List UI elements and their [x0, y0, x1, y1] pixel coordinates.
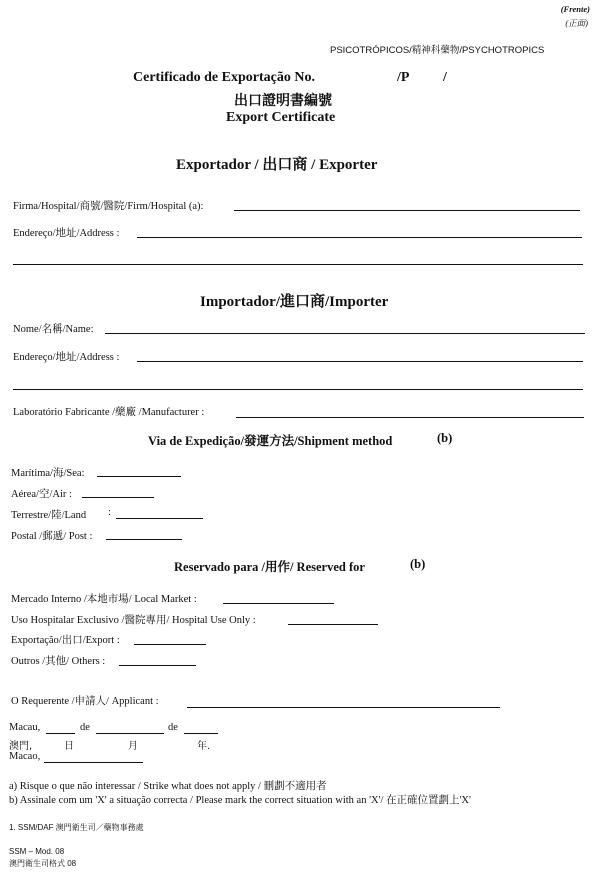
importer-address-line-2[interactable] — [13, 389, 583, 390]
air-line[interactable] — [82, 497, 154, 498]
macau-label: Macau, — [9, 722, 41, 733]
exporter-address-line-2[interactable] — [13, 264, 583, 265]
importer-name-line[interactable] — [105, 333, 585, 334]
shipment-note: (b) — [437, 431, 453, 445]
macao-label: Macao, — [9, 751, 41, 762]
note-b: b) Assinale com um 'X' a situação correcta / Please mark the correct situation with an 'X'/ 在正確位置劃上'X' — [9, 795, 471, 806]
day-line[interactable] — [46, 733, 75, 734]
manufacturer-label: Laboratório Fabricante /藥廠 /Manufacturer : — [13, 407, 205, 418]
land-label: Terrestre/陸/Land — [11, 510, 87, 521]
certificate-title-pt: Certificado de Exportação No. — [133, 70, 315, 85]
importer-heading: Importador/進口商/Importer — [200, 294, 389, 310]
note-a: a) Risque o que não interessar / Strike what does not apply / 刪劃不適用者 — [9, 781, 327, 792]
year-line[interactable] — [184, 733, 218, 734]
importer-address-line[interactable] — [137, 361, 583, 362]
form-code-zh: 澳門衛生司格式 08 — [9, 859, 77, 868]
day-zh-label: 日 — [64, 741, 74, 752]
land-line[interactable] — [116, 518, 203, 519]
post-line[interactable] — [106, 539, 182, 540]
sea-label: Marítima/海/Sea: — [11, 468, 85, 479]
firm-label: Firma/Hospital/商號/醫院/Firm/Hospital (a): — [13, 201, 204, 212]
de-label-1: de — [80, 722, 90, 733]
applicant-line[interactable] — [187, 707, 500, 708]
certificate-slash: / — [443, 70, 447, 85]
applicant-label: O Requerente /申請人/ Applicant : — [11, 696, 159, 707]
hospital-use-line[interactable] — [288, 624, 378, 625]
certificate-p-mark: /P — [397, 70, 410, 85]
air-label: Aérea/空/Air : — [11, 489, 72, 500]
shipment-heading: Via de Expedição/發運方法/Shipment method — [148, 434, 393, 448]
month-line[interactable] — [96, 733, 164, 734]
front-label-zh: (正面) — [565, 18, 588, 28]
importer-name-label: Nome/名稱/Name: — [13, 324, 94, 335]
front-label: (Frente) — [560, 4, 590, 14]
sea-line[interactable] — [97, 476, 181, 477]
hospital-use-label: Uso Hospitalar Exclusivo /醫院專用/ Hospital Use Only : — [11, 615, 256, 626]
importer-address-label: Endereço/地址/Address : — [13, 352, 120, 363]
firm-input-line[interactable] — [234, 210, 580, 211]
form-code: SSM – Mod. 08 — [9, 847, 65, 856]
local-market-line[interactable] — [223, 603, 334, 604]
others-label: Outros /其他/ Others : — [11, 656, 106, 667]
macau-zh-label: 澳門, — [9, 741, 33, 752]
category-label: PSICOTRÓPICOS/精神科藥物/PSYCHOTROPICS — [330, 45, 545, 56]
land-colon: : — [108, 507, 111, 518]
reserved-note: (b) — [410, 557, 426, 571]
exporter-address-line[interactable] — [137, 237, 582, 238]
manufacturer-line[interactable] — [236, 417, 584, 418]
certificate-title-en: Export Certificate — [226, 110, 336, 125]
macao-line[interactable] — [44, 762, 143, 763]
post-label: Postal /郵遞/ Post : — [11, 531, 93, 542]
export-label: Exportação/出口/Export : — [11, 635, 120, 646]
reserved-heading: Reservado para /用作/ Reserved for — [174, 560, 365, 574]
de-label-2: de — [168, 722, 178, 733]
footnote: 1. SSM/DAF 澳門衛生司／藥物事務處 — [9, 823, 144, 832]
others-line[interactable] — [119, 665, 196, 666]
exporter-address-label: Endereço/地址/Address : — [13, 228, 120, 239]
exporter-heading: Exportador / 出口商 / Exporter — [176, 157, 378, 173]
certificate-title-zh: 出口證明書編號 — [234, 93, 332, 109]
local-market-label: Mercado Interno /本地市場/ Local Market : — [11, 594, 197, 605]
export-line[interactable] — [134, 644, 206, 645]
month-zh-label: 月 — [128, 741, 138, 752]
year-zh-label: 年. — [197, 741, 211, 752]
